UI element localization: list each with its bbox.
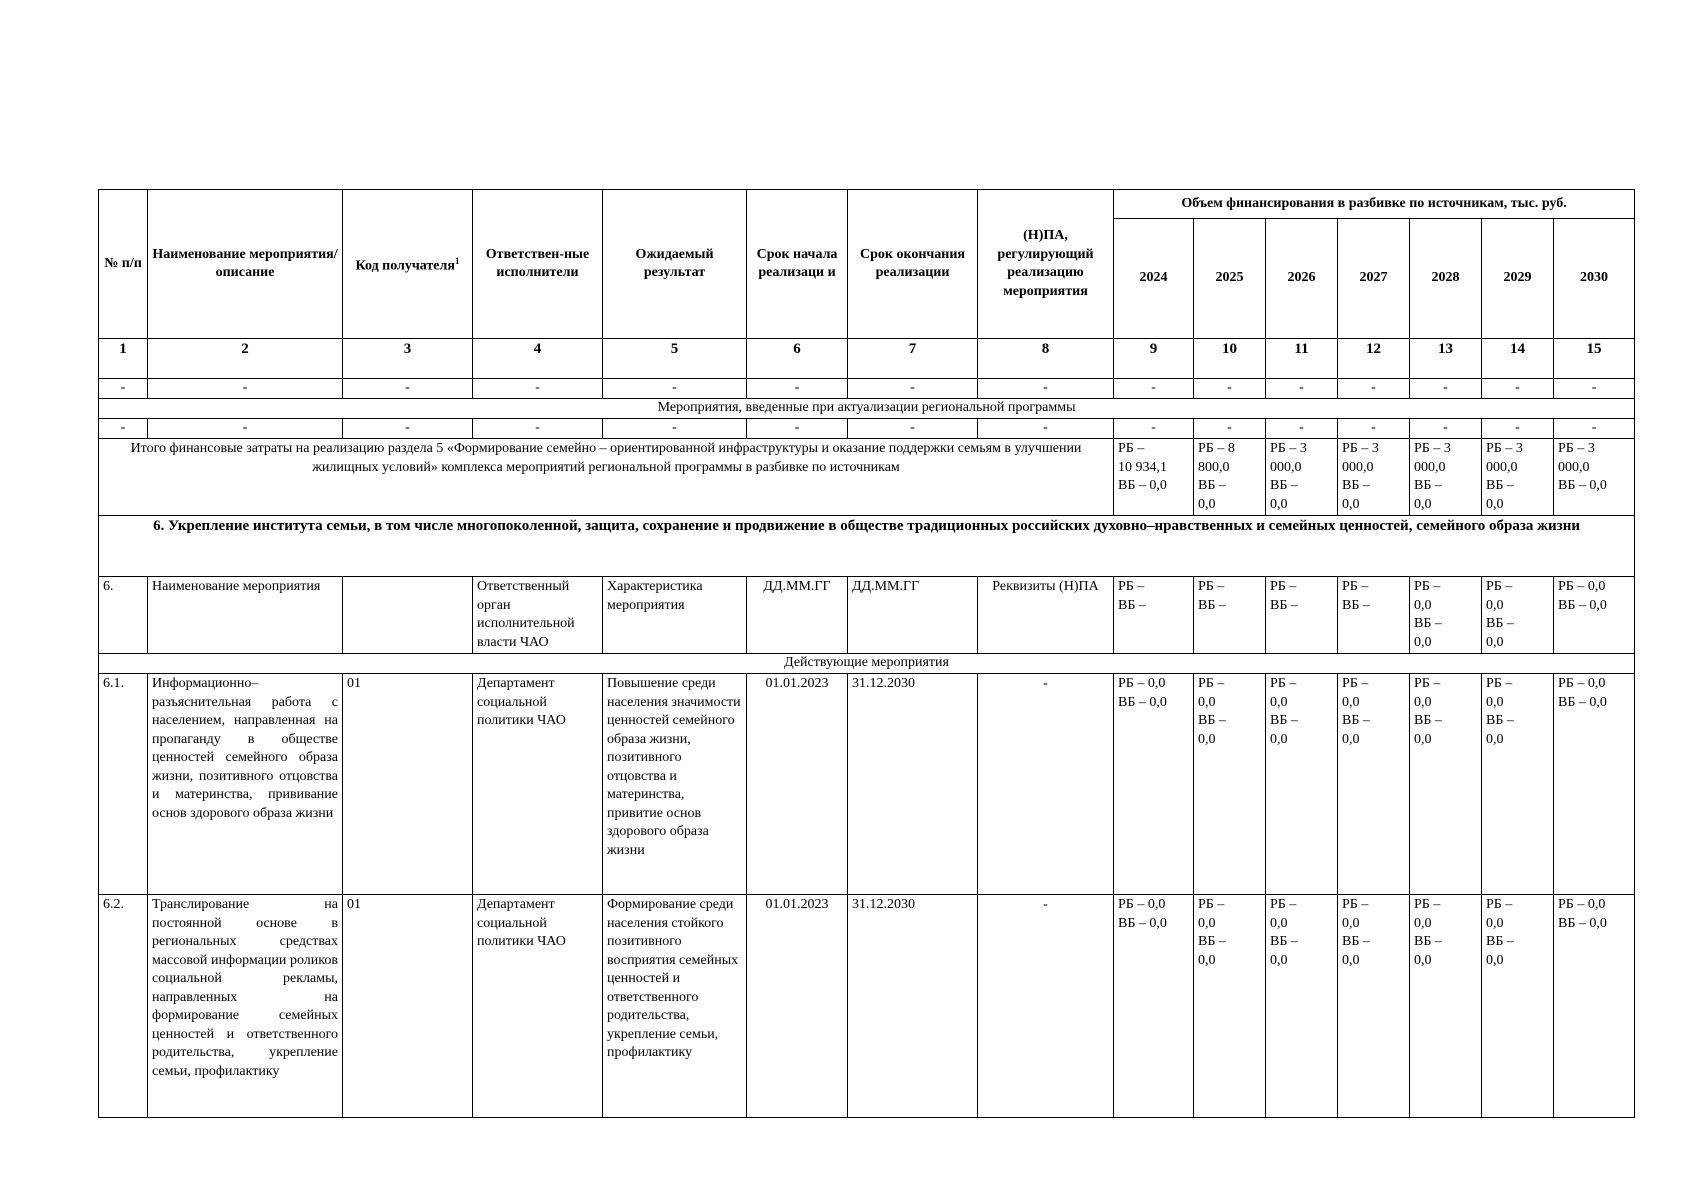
column-number: 3	[343, 339, 473, 379]
row-2025: РБ – ВБ –	[1194, 577, 1266, 654]
row-executor: Департамент социальной политики ЧАО	[473, 895, 603, 1118]
column-number: 14	[1482, 339, 1554, 379]
total-2024: РБ – 10 934,1 ВБ – 0,0	[1114, 439, 1194, 516]
row-executor: Ответственный орган исполнительной власти ЧАО	[473, 577, 603, 654]
row-2026: РБ – ВБ –	[1266, 577, 1338, 654]
row-2029: РБ – 0,0 ВБ – 0,0	[1482, 895, 1554, 1118]
row-2030: РБ – 0,0 ВБ – 0,0	[1554, 577, 1635, 654]
column-number: 2	[148, 339, 343, 379]
row-2025: РБ – 0,0 ВБ – 0,0	[1194, 895, 1266, 1118]
header-result: Ожидаемый результат	[603, 190, 747, 339]
dash-cell: -	[603, 419, 747, 439]
row-name: Информационно–разъяснительная работа с населением, направленная на пропаганду в обществе ценностей семейного образа жизни, позитивного отцовства и материнства, прививание основ здорового образа жизни	[148, 674, 343, 895]
total-row	[99, 439, 1635, 516]
row-name: Наименование мероприятия	[148, 577, 343, 654]
row-2025: РБ – 0,0 ВБ – 0,0	[1194, 674, 1266, 895]
header-name: Наименование мероприятия/ описание	[148, 190, 343, 339]
row-num: 6.	[99, 577, 148, 654]
empty-row	[99, 419, 1635, 439]
row-name: Транслирование на постоянной основе в региональных средствах массовой информации роликов социальной рекламы, направленных на формирование семейных ценностей и ответственного родительства, укрепление семьи, профилактику	[148, 895, 343, 1118]
dash-cell: -	[1554, 379, 1635, 399]
dash-cell: -	[1114, 419, 1194, 439]
header-end: Срок окончания реализации	[848, 190, 978, 339]
dash-cell: -	[99, 379, 148, 399]
column-number: 12	[1338, 339, 1410, 379]
header-financing: Объем финансирования в разбивке по источникам, тыс. руб.	[1114, 190, 1635, 219]
dash-cell: -	[148, 379, 343, 399]
dash-cell: -	[603, 379, 747, 399]
column-number: 9	[1114, 339, 1194, 379]
row-2027: РБ – 0,0 ВБ – 0,0	[1338, 674, 1410, 895]
row-2024: РБ – 0,0 ВБ – 0,0	[1114, 895, 1194, 1118]
row-2026: РБ – 0,0 ВБ – 0,0	[1266, 895, 1338, 1118]
row-npa: -	[978, 895, 1114, 1118]
row-num: 6.2.	[99, 895, 148, 1118]
empty-row	[99, 379, 1635, 399]
header-year: 2030	[1554, 219, 1635, 339]
dash-cell: -	[1194, 379, 1266, 399]
header-year: 2025	[1194, 219, 1266, 339]
table-row	[99, 674, 1635, 895]
row-npa: Реквизиты (Н)ПА	[978, 577, 1114, 654]
row-executor: Департамент социальной политики ЧАО	[473, 674, 603, 895]
row-2026: РБ – 0,0 ВБ – 0,0	[1266, 674, 1338, 895]
dash-cell: -	[978, 419, 1114, 439]
template-row	[99, 577, 1635, 654]
row-2030: РБ – 0,0 ВБ – 0,0	[1554, 674, 1635, 895]
column-number: 13	[1410, 339, 1482, 379]
header-num: № п/п	[99, 190, 148, 339]
column-number: 11	[1266, 339, 1338, 379]
dash-cell: -	[148, 419, 343, 439]
dash-cell: -	[848, 379, 978, 399]
dash-cell: -	[343, 379, 473, 399]
dash-cell: -	[747, 419, 848, 439]
dash-cell: -	[1194, 419, 1266, 439]
dash-cell: -	[473, 379, 603, 399]
row-2028: РБ – 0,0 ВБ – 0,0	[1410, 674, 1482, 895]
dash-cell: -	[1482, 379, 1554, 399]
column-number: 4	[473, 339, 603, 379]
header-year: 2027	[1338, 219, 1410, 339]
column-number: 5	[603, 339, 747, 379]
row-2028: РБ – 0,0 ВБ – 0,0	[1410, 577, 1482, 654]
row-2028: РБ – 0,0 ВБ – 0,0	[1410, 895, 1482, 1118]
total-label: Итого финансовые затраты на реализацию раздела 5 «Формирование семейно – ориентированной инфраструктуры и оказание поддержки семьям в улучшении жилищных условий» комплекса мероприятий региональной программы в разбивке по источникам	[99, 439, 1114, 516]
program-table	[98, 189, 1635, 1118]
row-code: 01	[343, 895, 473, 1118]
row-start: 01.01.2023	[747, 895, 848, 1118]
total-2028: РБ – 3 000,0 ВБ – 0,0	[1410, 439, 1482, 516]
row-2024: РБ – 0,0 ВБ – 0,0	[1114, 674, 1194, 895]
subheading-updated-measures: Мероприятия, введенные при актуализации региональной программы	[99, 399, 1635, 419]
dash-cell: -	[343, 419, 473, 439]
header-year: 2029	[1482, 219, 1554, 339]
row-end: 31.12.2030	[848, 674, 978, 895]
column-number: 10	[1194, 339, 1266, 379]
row-num: 6.1.	[99, 674, 148, 895]
header-start: Срок начала реализаци и	[747, 190, 848, 339]
header-npa: (Н)ПА, регулирующий реализацию мероприятия	[978, 190, 1114, 339]
row-2029: РБ – 0,0 ВБ – 0,0	[1482, 674, 1554, 895]
section-6-title: 6. Укрепление института семьи, в том числе многопоколенной, защита, сохранение и продвижение в обществе традиционных российских духовно–нравственных и семейных ценностей, семейного образа жизни	[99, 516, 1635, 577]
row-2027: РБ – 0,0 ВБ – 0,0	[1338, 895, 1410, 1118]
row-npa: -	[978, 674, 1114, 895]
dash-cell: -	[1338, 379, 1410, 399]
total-2025: РБ – 8 800,0 ВБ – 0,0	[1194, 439, 1266, 516]
header-year: 2026	[1266, 219, 1338, 339]
document-page	[98, 189, 1635, 1118]
row-code: 01	[343, 674, 473, 895]
footnote-marker: 1	[454, 255, 460, 266]
row-start: 01.01.2023	[747, 674, 848, 895]
row-2030: РБ – 0,0 ВБ – 0,0	[1554, 895, 1635, 1118]
row-code	[343, 577, 473, 654]
dash-cell: -	[1266, 419, 1338, 439]
row-2027: РБ – ВБ –	[1338, 577, 1410, 654]
dash-cell: -	[1114, 379, 1194, 399]
dash-cell: -	[978, 379, 1114, 399]
header-executors: Ответствен-ные исполнители	[473, 190, 603, 339]
column-number: 8	[978, 339, 1114, 379]
header-year: 2024	[1114, 219, 1194, 339]
column-numbers-row	[99, 339, 1635, 379]
header-year: 2028	[1410, 219, 1482, 339]
row-end: 31.12.2030	[848, 895, 978, 1118]
total-2030: РБ – 3 000,0 ВБ – 0,0	[1554, 439, 1635, 516]
dash-cell: -	[1410, 379, 1482, 399]
header-code: Код получателя$^1$	[343, 190, 473, 339]
dash-cell: -	[747, 379, 848, 399]
column-number: 15	[1554, 339, 1635, 379]
dash-cell: -	[473, 419, 603, 439]
dash-cell: -	[1410, 419, 1482, 439]
total-2027: РБ – 3 000,0 ВБ – 0,0	[1338, 439, 1410, 516]
row-2024: РБ – ВБ –	[1114, 577, 1194, 654]
column-number: 6	[747, 339, 848, 379]
subheading-current-measures: Действующие мероприятия	[99, 654, 1635, 674]
row-result: Характеристика мероприятия	[603, 577, 747, 654]
column-number: 7	[848, 339, 978, 379]
total-2026: РБ – 3 000,0 ВБ – 0,0	[1266, 439, 1338, 516]
dash-cell: -	[1482, 419, 1554, 439]
row-start: ДД.ММ.ГГ	[747, 577, 848, 654]
total-2029: РБ – 3 000,0 ВБ – 0,0	[1482, 439, 1554, 516]
table-row	[99, 895, 1635, 1118]
dash-cell: -	[1554, 419, 1635, 439]
row-2029: РБ – 0,0 ВБ – 0,0	[1482, 577, 1554, 654]
dash-cell: -	[848, 419, 978, 439]
dash-cell: -	[1338, 419, 1410, 439]
dash-cell: -	[1266, 379, 1338, 399]
dash-cell: -	[99, 419, 148, 439]
row-result: Формирование среди населения стойкого позитивного восприятия семейных ценностей и ответственного родительства, укрепление семьи, профилактику	[603, 895, 747, 1118]
row-result: Повышение среди населения значимости ценностей семейного образа жизни, позитивного отцовства и материнства, привитие основ здорового образа жизни	[603, 674, 747, 895]
column-number: 1	[99, 339, 148, 379]
row-end: ДД.ММ.ГГ	[848, 577, 978, 654]
